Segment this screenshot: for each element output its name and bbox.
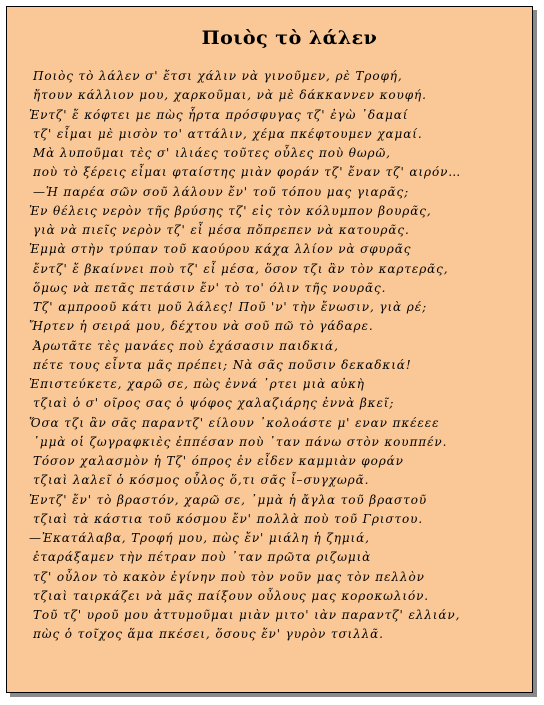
poem-body	[29, 67, 527, 645]
poem-line: Ἐμμὰ στὴν τρύπαν τοῦ καούρου κάχα λλίον νὰ σφυρᾶς	[29, 242, 412, 257]
poem-line: πὼς ὁ τοῖχος ἅμα πκέσει, ὅσους ἔν' γυρὸν τσιλλᾶ.	[33, 627, 384, 642]
poem-line: τζ' οὖλον τὸ κακὸν ἐγίνην ποὺ τὸν νοῦν μας τὸν πελλὸν	[33, 569, 425, 584]
poem-line: τζιαὶ λαλεῖ ὁ κόσμος οὖλος ὅ,τι σᾶς ἶ–συγχωρᾶ.	[33, 473, 370, 488]
poem-line: Τοῦ τζ' υροῦ μου ἀττυμοῦμαι μιὰν μιτο' ιὰν παραντζ' ελλιάν,	[33, 608, 461, 622]
poem-line: Ἐντζ' ἔν' τὸ βραστόν, χαρῶ σε, ᾽μμὰ ἡ ἄγλα τοῦ βραστοῦ	[29, 492, 428, 507]
poem-line: τζ' εἶμαι μὲ μισὸν το' αττάλιν, χέμα πκέφτουμεν χαμαί.	[33, 126, 423, 141]
poem-line: Μὰ λυποῦμαι τὲς σ' ιλιάες τοῦτες οὖλες ποὺ θωρῶ,	[33, 146, 391, 160]
poem-line: Ὅσα τζι ἂν σᾶς παραντζ' είλουν ᾽κολοάστε μ' εναν πκέεεε	[29, 415, 440, 430]
poem-line: ποὺ τὸ ξέρεις εἶμαι φταίστης μιὰν φοράν τζ' ἔναν τζ' αιρόν…	[33, 165, 462, 180]
poem-line: ἔντζ' ἔ βκαίννει ποὺ τζ' εἶ μέσα, ὅσον τζι ἂν τὸν καρτερᾶς,	[33, 261, 449, 276]
poem-line: Ἀρωτᾶτε τὲς μανάες ποὺ ἐχάσασιν παιδκιά,	[33, 338, 339, 353]
poem-line: Ἐπιστεύκετε, χαρῶ σε, πὼς ἐννά ᾽ρτει μιὰ αὐκὴ	[29, 377, 365, 391]
poem-line: ἤτουν κάλλιον μου, χαρκοῦμαι, νὰ μὲ δάκκαννεν κουφή.	[33, 88, 427, 103]
poem-line: ᾽μμὰ οἱ ζωγραφκιὲς ἐππέσαν ποὺ ᾽ταν πάνω στὸν κουππέν.	[33, 434, 448, 449]
poem-line: ὅμως νὰ πετᾶς πετάσιν ἔν' τὸ το' όλιν τῆς νουρᾶς.	[33, 280, 387, 295]
poem-line: —Ἐκατάλαβα, Τροφή μου, πὼς ἔν' μιάλη ἡ ζημιά,	[29, 531, 370, 545]
poem-line: γιὰ νὰ πιεῖς νερὸν τζ' εἶ μέσα πὄπρεπεν νὰ κατουρᾶς.	[33, 223, 410, 237]
poem-line: Τόσον χαλασμὸν ἡ Τζ' όπρος ἐν εἶδεν καμμιὰν φοράν	[33, 454, 404, 468]
document-page	[6, 6, 533, 693]
poem-line: ἐταράξαμεν τὴν πέτραν ποὺ ᾽ταν πρῶτα ριζωμιὰ	[33, 550, 372, 565]
poem-line: —Ἡ παρέα σῶν σοῦ λάλουν ἔν' τοῦ τόπου μας γιαρᾶς;	[33, 184, 410, 199]
poem-title: Ποιὸς τὸ λάλεν	[201, 27, 378, 49]
poem-line: τζιαὶ ὁ σ' οῖρος σας ὁ ψόφος χαλαζιάρης ἐννὰ βκεῖ;	[33, 396, 395, 411]
poem-line: πέτε τους εἶντα μᾶς πρέπει; Νὰ σᾶς ποῦσιν δεκαδκιά!	[33, 357, 412, 372]
poem-line: Τζ' αμπροοῦ κάτι μοῦ λάλες! Ποῦ 'ν' τὴν ἔνωσιν, γιὰ ρέ;	[33, 300, 428, 314]
poem-line: Ἐν θέλεις νερὸν τῆς βρύσης τζ' εἰς τὸν κόλυμπον βουρᾶς,	[29, 203, 432, 218]
poem-line: τζιαὶ ταιρκάζει νὰ μᾶς παίξουν οὖλους μας κοροκωλιόν.	[33, 588, 429, 603]
poem-line: Ποιὸς τὸ λάλεν σ' ἔτσι χάλιν νὰ γινοῦμεν, ρὲ Τρoφή,	[33, 69, 403, 83]
poem-line: Ἤρτεν ἡ σειρά μου, δέχτου νὰ σοῦ πῶ τὸ γάδαρε.	[29, 319, 374, 334]
poem-line: τζιαὶ τὰ κάστια τοῦ κόσμου ἔν' πολλὰ ποὺ τοῦ Γριστου.	[33, 511, 424, 526]
poem-line: Ἐντζ' ἔ κόφτει με πὼς ἧρτα πρόσφυγας τζ' ἐγὼ ᾽δαμαί	[29, 107, 409, 122]
